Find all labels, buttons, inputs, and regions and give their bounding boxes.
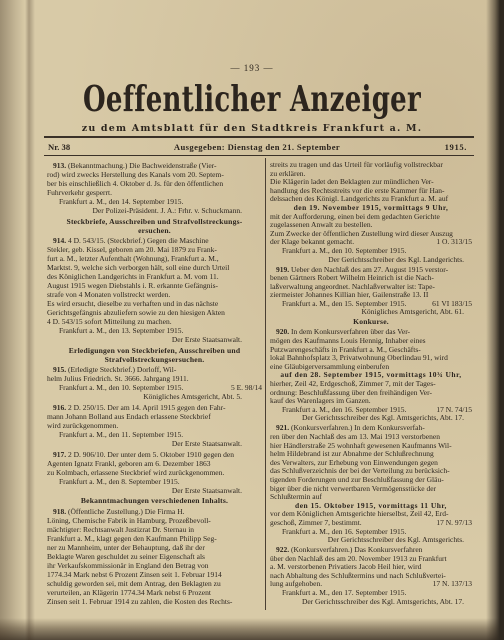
text-line: nach Abhaltung des Schlußtermins und nach Schlußvertei- [270,571,446,580]
text-line: furt a. M., letzter Aufenthalt (Wohnung), Frankfurt a. M., [47,254,219,264]
text-line [270,424,472,433]
text-line-body: der Klage bekannt gemacht. [270,238,355,247]
entry-number: 922. [276,546,290,555]
text-line [47,161,262,170]
notice-entry [47,365,262,401]
section-heading [47,346,262,364]
text-line: des Verwalters, zur Erhebung von Einwendungen gegen [270,458,438,467]
text-line: über den Nachlaß des am 20. November 1913 zu Frankfurt [270,554,447,563]
text-line: zugelassenen Anwalt zu bestellen. [270,221,373,230]
issue-year: 1915. [444,142,467,152]
text-line: tigenden Forderungen und zur Beschlußfassung der Gläu- [270,475,444,484]
notice-entry [47,161,262,215]
text-line: mächtigter: Rechtsanwalt Justizrat Dr. Sternau in [47,524,195,534]
text-line: helm Hildebrand ist zur Abnahme der Schlußrechnung [270,450,434,459]
text-line: 1774.34 Mark nebst 6 Prozent Zinsen seit 1. Februar 1914 [47,569,222,579]
section-heading [270,318,472,327]
text-line: Frankfurt a. M., klagt gegen den Kaufmann Philipp Seg- [47,533,217,543]
hearing-date-line: den 19. November 1915, vormittags 9 Uhr, [293,203,449,212]
dateline-text: Frankfurt a. M., den 16. September 1915. [282,404,407,414]
text-line [270,546,472,555]
text-line [47,450,262,459]
text-line-body: lung aufgehoben. [270,580,323,589]
entry-dateline [47,383,262,392]
entry-number: 919. [276,265,290,274]
entry-signature: Der Gerichtsschreiber des Kgl. Landgerichts. [328,254,464,264]
header-rule-bottom [44,155,474,156]
entry-signature: Königliches Amtsgericht, Abt. 61. [361,307,464,317]
text-line: Es wird ersucht, dieselbe zu verhaften und in das nächste [47,299,219,309]
text-line: ner zu Mannheim, unter der Behauptung, daß ihr der [47,542,205,552]
text-line [270,328,472,337]
text-line: handlung des Rechtsstreits vor die erste Kammer für Han- [270,186,445,195]
notice-entry [270,266,472,318]
text-line-body: (Erledigte Steckbrief.) Dorloff, Wil- [68,365,177,375]
text-line: benen Gärtners Robert Wilhelm Heinrich ist die Nach- [270,274,434,283]
notice-entry [270,546,472,606]
section-heading-line: Konkurse. [353,317,389,327]
file-reference: 17 N. 74/15 [436,404,472,414]
text-line [47,507,262,516]
right-column [270,161,472,621]
entry-signature: Der Polizei-Präsident. J. A.: Frhr. v. Schuckmann. [92,206,242,215]
text-line: Zinsen seit 1. Februar 1914 zu zahlen, die Kosten des Rechts- [47,596,233,606]
issue-line [47,142,467,154]
file-reference: 61 VI 183/15 [432,298,472,308]
text-line: laßverwaltung angeordnet. Nachlaßverwalter ist: Tape- [270,282,435,291]
text-line-body: (Konkursverfahren.) In dem Konkursverfah- [291,424,425,433]
text-line [47,403,262,412]
dateline-text: Frankfurt a. M., den 14. September 1915. [59,197,184,206]
text-line: August 1915 wegen Diebstahls i. R. erkannte Gefängnis- [47,281,219,291]
text-line: ziermeister Johannes Killian hier, Gailenstraße 13. II [270,291,429,300]
entry-signature: Der Gerichtsschreiber des Kgl. Amtsgerichts. [327,535,464,545]
entry-signature: Königliches Amtsgericht, Abt. 5. [143,392,242,402]
text-line: 4 D. 543/15 sofort Mitteilung zu machen. [47,317,172,327]
entry-number: 918. [53,506,67,516]
text-line: wird zurückgenommen. [47,420,119,430]
text-line: ren über den Nachlaß des am 13. Mai 1913 verstorbenen [270,432,440,441]
dateline-text: Frankfurt a. M., den 16. September 1915. [282,526,407,536]
text-line: Beklagte Waren geschuldet zu seiner Eigenschaft als [47,551,205,561]
column-divider [265,158,266,610]
notice-entry [47,236,262,344]
entry-number: 916. [53,402,67,412]
page-number: — 193 — [230,63,274,73]
section-heading-line: Bekanntmachungen verschiedenen Inhalts. [80,496,229,506]
hearing-date-line: auf den 28. September 1915, vormittags 10¾ Uhr, [280,371,462,380]
text-line [47,365,262,374]
entry-number: 920. [276,328,290,337]
entry-number: 917. [53,449,67,459]
text-line: Agenten Ignatz Frankl, geboren am 6. Dezember 1863 [47,458,211,468]
text-line: zu erklären. [270,169,306,178]
text-line: eine Gläubigerversammlung einberufen [270,362,390,371]
entry-signature: Der Erste Staatsanwalt. [171,335,242,345]
text-line: Fuhrverkehr gesperrt. [47,188,112,197]
text-line: rod) wird zwecks Herstellung des Kanals vom 20. Septem- [47,170,224,179]
text-line-body: (Konkursverfahren.) Das Konkursverfahren [291,546,423,555]
notice-entry [270,328,472,423]
text-line: helm Julius Friedrich. St. 3666. Jahrgang 1911. [47,374,189,384]
text-line: mann Johann Bolland aus Endach erlassene Steckbrief [47,411,211,421]
text-line: streits zu tragen und das Urteil für vorläufig vollstreckbar [270,161,443,169]
entry-dateline [47,430,262,439]
notice-entry [270,424,472,544]
text-line-body: 2 D. 906/10. Der unter dem 5. Oktober 1910 gegen den [68,449,235,459]
section-heading [47,496,262,505]
notice-entry [270,161,472,264]
text-line: verurteilen, an Klägerin 1774.34 Mark nebst 6 Prozent [47,587,211,597]
text-line: Gerichtsgefängnis abzuliefern sowie zu den hiesigen Akten [47,308,225,318]
entry-dateline [47,197,262,206]
file-reference: 5 E. 98/14 [230,383,262,393]
text-line: lokal Bahnhofsplatz 3, Privatwohnung Oberlindau 91, wird [270,354,448,363]
issue-date: Ausgegeben: Dienstag den 21. September [173,142,341,152]
left-column [47,161,262,621]
text-line: des Königlichen Landgerichts in Frankfurt a. M. vom 11. [47,272,219,282]
notice-entry [47,450,262,495]
hearing-date-line: den 15. Oktober 1915, vormittags 11 Uhr, [295,501,447,510]
text-line: Schlußtermin auf [270,493,322,502]
text-line: vor dem Königlichen Amtsgerichte hierselbst, Zeil 42, Erd- [270,510,449,519]
dateline-text: Frankfurt a. M., den 13. September 1915. [59,326,184,336]
dateline-text: Frankfurt a. M., den 10. September 1915. [59,383,184,393]
text-line-body: (Öffentliche Zustellung.) Die Firma H. [68,506,185,516]
text-line: strafe von 4 Monaten vollstreckt werden. [47,290,171,300]
notice-entry [47,403,262,448]
section-heading-line: Strafvollstreckungsersuchen. [104,354,205,364]
text-line: mögen des Kaufmanns Louis Hennig, Inhaber eines [270,337,426,346]
section-heading-line: Steckbriefe, Ausschreiben und Strafvollstreckungs- [66,216,243,226]
entry-dateline [47,326,262,335]
section-heading-line: Erledigungen von Steckbriefen, Ausschreiben und [68,345,241,355]
issue-number: Nr. 38 [48,142,71,152]
dateline-text: Frankfurt a. M., den 15. September 1915. [282,298,407,308]
text-line-body: (Bekanntmachung.) Die Bachweidenstraße (Vier- [68,161,217,170]
entry-number: 913. [53,161,67,170]
text-line: zu Kolmbach, erlassene Steckbrief wird zurückgenommen. [47,467,225,477]
text-line: biger über die nicht verwertbaren Vermögensstücke der [270,484,437,493]
text-line: Zum Zwecke der öffentlichen Zustellung wird dieser Auszug [270,229,453,238]
text-line [270,266,472,275]
entry-signature: Der Erste Staatsanwalt. [171,438,242,448]
entry-signature: Der Erste Staatsanwalt. [171,485,242,495]
text-line-body: geschoß, Zimmer 7, bestimmt. [270,518,362,527]
text-line: delssachen des Königl. Landgerichts zu Frankfurt a. M. auf [270,195,449,204]
text-line: a. M. verstorbenen Privatiers Jacob Heil hier, wird [270,563,422,572]
text-line [47,236,262,245]
text-line: ordnung: Beschlußfassung über den freihändigen Ver- [270,388,432,397]
text-line: das Schlußverzeichnis der bei der Verteilung zu berücksich- [270,467,450,476]
entry-number: 914. [53,236,67,246]
dateline-text: Frankfurt a. M., den 11. September 1915. [59,429,184,439]
text-line: ihr Verkaufskommissionär in England den Betrag von [47,560,209,570]
notice-entry [47,507,262,606]
section-heading-line: ersuchen. [138,225,171,235]
text-line-body: 2 D. 250/15. Der am 14. April 1915 gegen den Fahr- [68,402,226,412]
entry-dateline [47,477,262,486]
text-line-body: In dem Konkursverfahren über das Ver- [291,328,411,337]
entry-signature: Der Gerichtsschreiber des Kgl. Amtsgerichts, Abt. 17. [301,413,464,423]
dateline-text: Frankfurt a. M., den 8. September 1915. [59,476,180,486]
text-line: ber bis einschließlich 4. Oktober d. Js. für den öffentlichen [47,179,224,188]
text-line-body: 4 D. 543/15. (Steckbrief.) Gegen die Maschine [68,236,209,246]
newspaper-title: Oeffentlicher Anzeiger [82,80,422,121]
text-line: hierher, Zeil 42, Erdgeschoß, Zimmer 7, mit der Tages- [270,380,436,389]
text-line: Marktst. 9, welche sich verborgen hält, soll eine durch Urteil [47,263,230,273]
file-reference: 17 N. 137/13 [432,580,472,589]
text-line: Putzwarengeschäfts in Frankfurt a. M., Geschäfts- [270,345,421,354]
text-line: Die Klägerin ladet den Beklagten zur mündlichen Ver- [270,178,434,187]
text-line: kauf des Warenlagers im Ganzen. [270,397,371,406]
file-reference: 17 N. 97/13 [436,518,472,527]
text-line: Löning, Chemische Fabrik in Hamburg, Prozeßbevoll- [47,515,211,525]
dateline-text: Frankfurt a. M., den 10. September 1915. [282,245,407,255]
header-rule-top [44,136,474,138]
newspaper-subtitle: zu dem Amtsblatt für den Stadtkreis Frankfurt a. M. [81,123,423,134]
text-line: schuldig geworden sei, mit dem Antrag, den Beklagten zu [47,578,221,588]
dateline-text: Frankfurt a. M., den 17. September 1915. [282,588,407,598]
text-line: mit der Aufforderung, einen bei dem gedachten Gerichte [270,212,440,221]
text-line-body: Ueber den Nachlaß des am 27. August 1915 verstor- [291,265,449,274]
file-reference: 1 O. 313/15 [436,238,472,247]
entry-signature: Der Gerichtsschreiber des Kgl. Amtsgerichts, Abt. 17. [301,596,464,606]
section-heading [47,217,262,235]
text-line: hier Händlerstraße 25 wohnhaft gewesenen Kaufmanns Wil- [270,441,452,450]
entry-number: 915. [53,365,67,375]
entry-number: 921. [276,424,290,433]
text-line: Stekler, geb. Kissel, geboren am 20. Mai 1879 zu Frank- [47,245,217,255]
